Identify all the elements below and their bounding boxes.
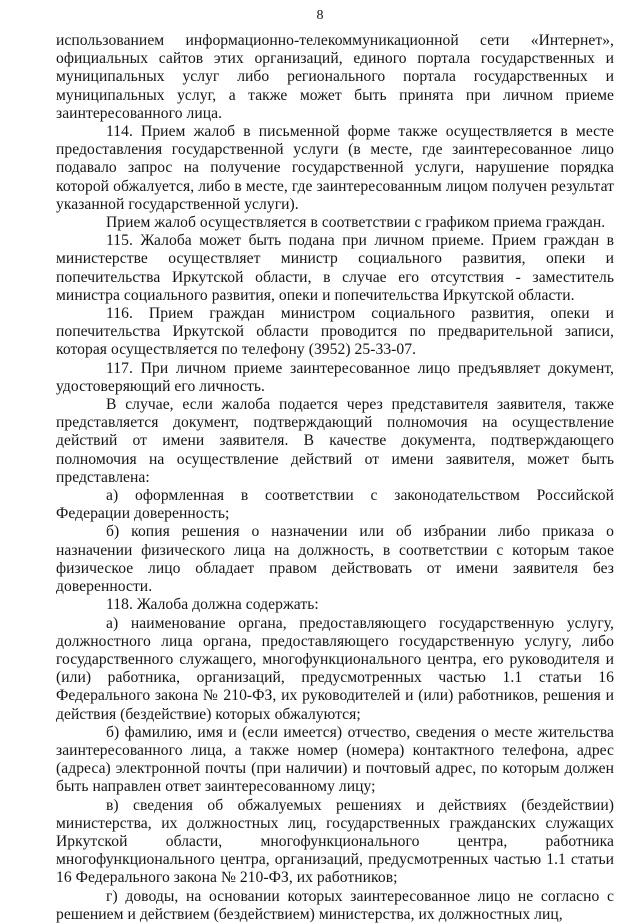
page-number: 8 <box>316 8 324 23</box>
paragraph-118-item-b: б) фамилию, имя и (если имеется) отчество, сведения о месте жительства заинтересованного лица, а также номер (номера) контактного телефона, адрес (адреса) электронной почты (при наличии) и почтовый адрес, по которым должен быть направлен ответ заинтересованному лицу; <box>56 723 614 796</box>
paragraph-114-schedule: Прием жалоб осуществляется в соответствии с графиком приема граждан. <box>106 214 606 232</box>
paragraph-continuation: использованием информационно-телекоммуникационной сети «Интернет», официальных сайтов этих организаций, единого портала государственных и муниципальных услуг либо регионального портала государственных и муниципальных услуг, а также может быть принята при личном приеме заинтересованного лица. <box>56 32 614 122</box>
paragraph-118: 118. Жалоба должна содержать: <box>106 596 319 614</box>
paragraph-116: 116. Прием граждан министром социального развития, опеки и попечительства Иркутской области проводится по предварительной записи, которая осуществляется по телефону (3952) 25-33-07. <box>56 305 614 359</box>
paragraph-117: 117. При личном приеме заинтересованное лицо предъявляет документ, удостоверяющий его личность. <box>56 359 614 395</box>
paragraph-118-item-a: а) наименование органа, предоставляющего государственную услугу, должностного лица органа, предоставляющего государственную услугу, либо государственного служащего, многофункционального центра, его руководителя и (или) работника, организаций, предусмотренных частью 1.1 статьи 16 Федерального закона № 210-ФЗ, их руководителей и (или) работников, решения и действия (бездействие) которых обжалуются; <box>56 614 614 723</box>
paragraph-118-item-v: в) сведения об обжалуемых решениях и действиях (бездействии) министерства, их должностных лиц, государственных гражданских служащих Иркутской области, многофункционального центра, работника многофункционального центра, организаций, предусмотренных частью 1.1 статьи 16 Федерального закона № 210-ФЗ, их работников; <box>56 796 614 887</box>
page-content <box>56 32 614 924</box>
paragraph-117-item-b: б) копия решения о назначении или об избрании либо приказа о назначении физического лица на должность, в соответствии с которым такое физическое лицо обладает правом действовать от имени заявителя без доверенности. <box>56 523 614 596</box>
paragraph-115: 115. Жалоба может быть подана при личном приеме. Прием граждан в министерстве осуществляет министр социального развития, опеки и попечительства Иркутской области, в случае его отсутствия - заместитель министра социального развития, опеки и попечительства Иркутской области. <box>56 232 614 304</box>
paragraph-117-item-a: а) оформленная в соответствии с законодательством Российской Федерации доверенность; <box>56 487 614 523</box>
paragraph-114: 114. Прием жалоб в письменной форме также осуществляется в месте предоставления государственной услуги (в месте, где заинтересованное лицо подавало запрос на получение государственной услуги, нарушение порядка которой обжалуется, либо в месте, где заинтересованным лицом получен результат указанной государственной услуги). <box>56 123 614 213</box>
paragraph-118-item-g: г) доводы, на основании которых заинтересованное лицо не согласно с решением и действием (бездействием) министерства, их должностных лиц, <box>56 887 614 923</box>
paragraph-117-representative: В случае, если жалоба подается через представителя заявителя, также представляется документ, подтверждающий полномочия на осуществление действий от имени заявителя. В качестве документа, подтверждающего полномочия на осуществление действий от имени заявителя, может быть представлена: <box>56 396 614 486</box>
